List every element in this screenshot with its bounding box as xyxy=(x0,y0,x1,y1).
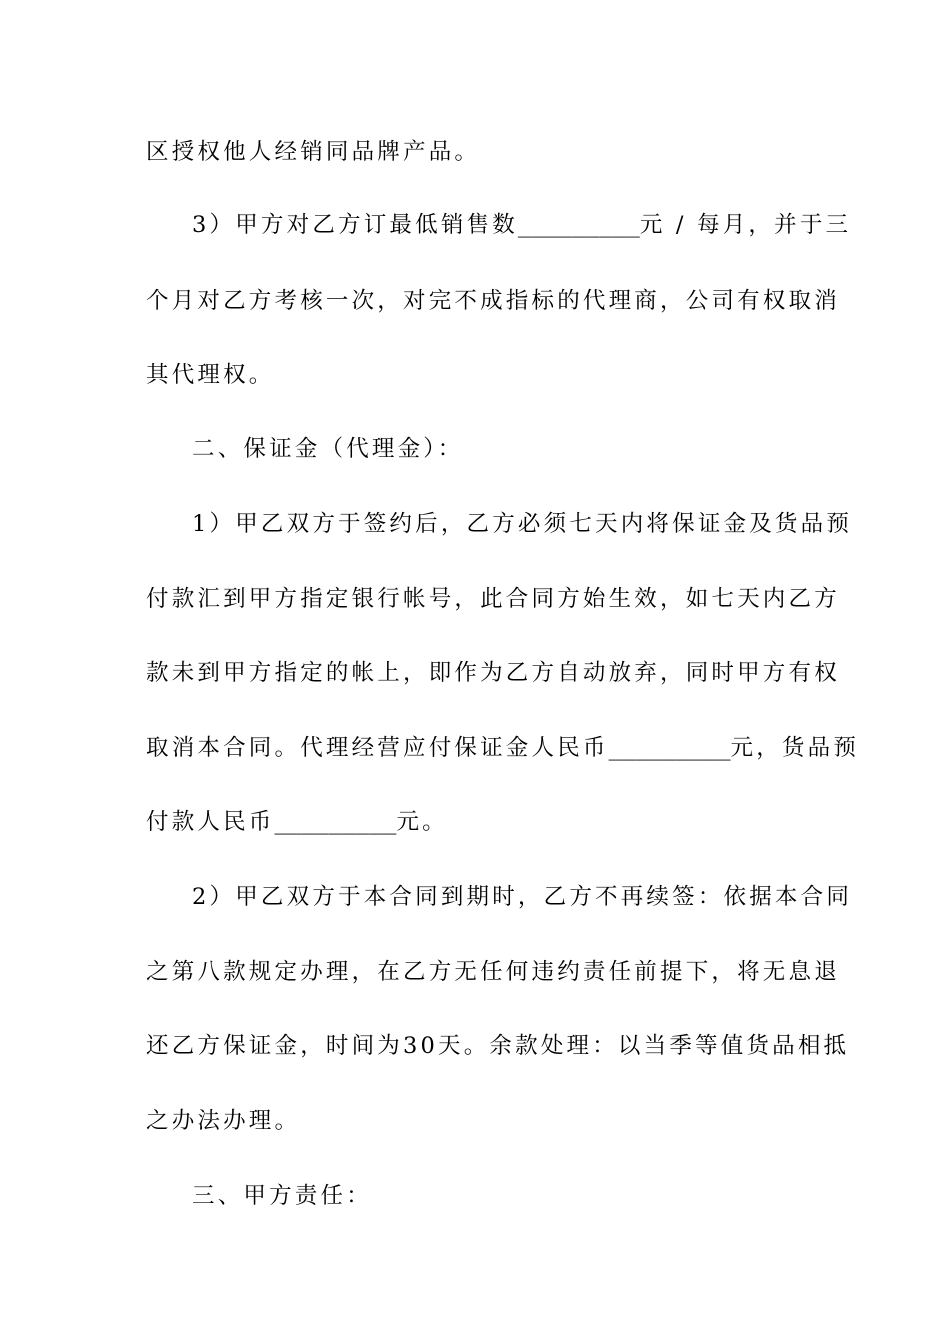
paragraph-line: 付款汇到甲方指定银行帐号，此合同方始生效，如七天内乙方 xyxy=(146,586,840,612)
paragraph-line: 还乙方保证金，时间为30天。余款处理：以当季等值货品相抵 xyxy=(146,1033,850,1059)
line-text: 付款人民币 xyxy=(146,809,275,835)
line-text: 元，货品预 xyxy=(730,735,860,761)
section-heading: 三、甲方责任： xyxy=(192,1183,372,1209)
paragraph-line: 2）甲乙双方于本合同到期时，乙方不再续签：依据本合同 xyxy=(192,884,853,910)
line-text: 3）甲方对乙方订最低销售数 xyxy=(192,212,518,238)
fill-in-blank: _________ xyxy=(608,735,731,761)
paragraph-line: 1）甲乙双方于签约后，乙方必须七天内将保证金及货品预 xyxy=(192,511,853,537)
paragraph-line: 其代理权。 xyxy=(146,362,275,388)
section-heading: 二、保证金（代理金）： xyxy=(192,436,464,462)
line-text: 元。 xyxy=(396,809,448,835)
paragraph-line: 个月对乙方考核一次，对完不成指标的代理商，公司有权取消 xyxy=(146,288,840,314)
fill-in-blank: _________ xyxy=(274,809,397,835)
paragraph-line: 之办法办理。 xyxy=(146,1108,301,1134)
paragraph-line xyxy=(146,807,448,837)
paragraph-line: 区授权他人经销同品牌产品。 xyxy=(146,139,481,165)
paragraph-line: 之第八款规定办理，在乙方无任何违约责任前提下，将无息退 xyxy=(146,959,840,985)
paragraph-line xyxy=(146,733,859,763)
fill-in-blank: _________ xyxy=(517,212,640,238)
paragraph-line: 款未到甲方指定的帐上，即作为乙方自动放弃，同时甲方有权 xyxy=(146,660,840,686)
paragraph-line xyxy=(192,210,851,240)
line-text: 元 / 每月，并于三 xyxy=(639,212,852,238)
line-text: 取消本合同。代理经营应付保证金人民币 xyxy=(146,735,609,761)
